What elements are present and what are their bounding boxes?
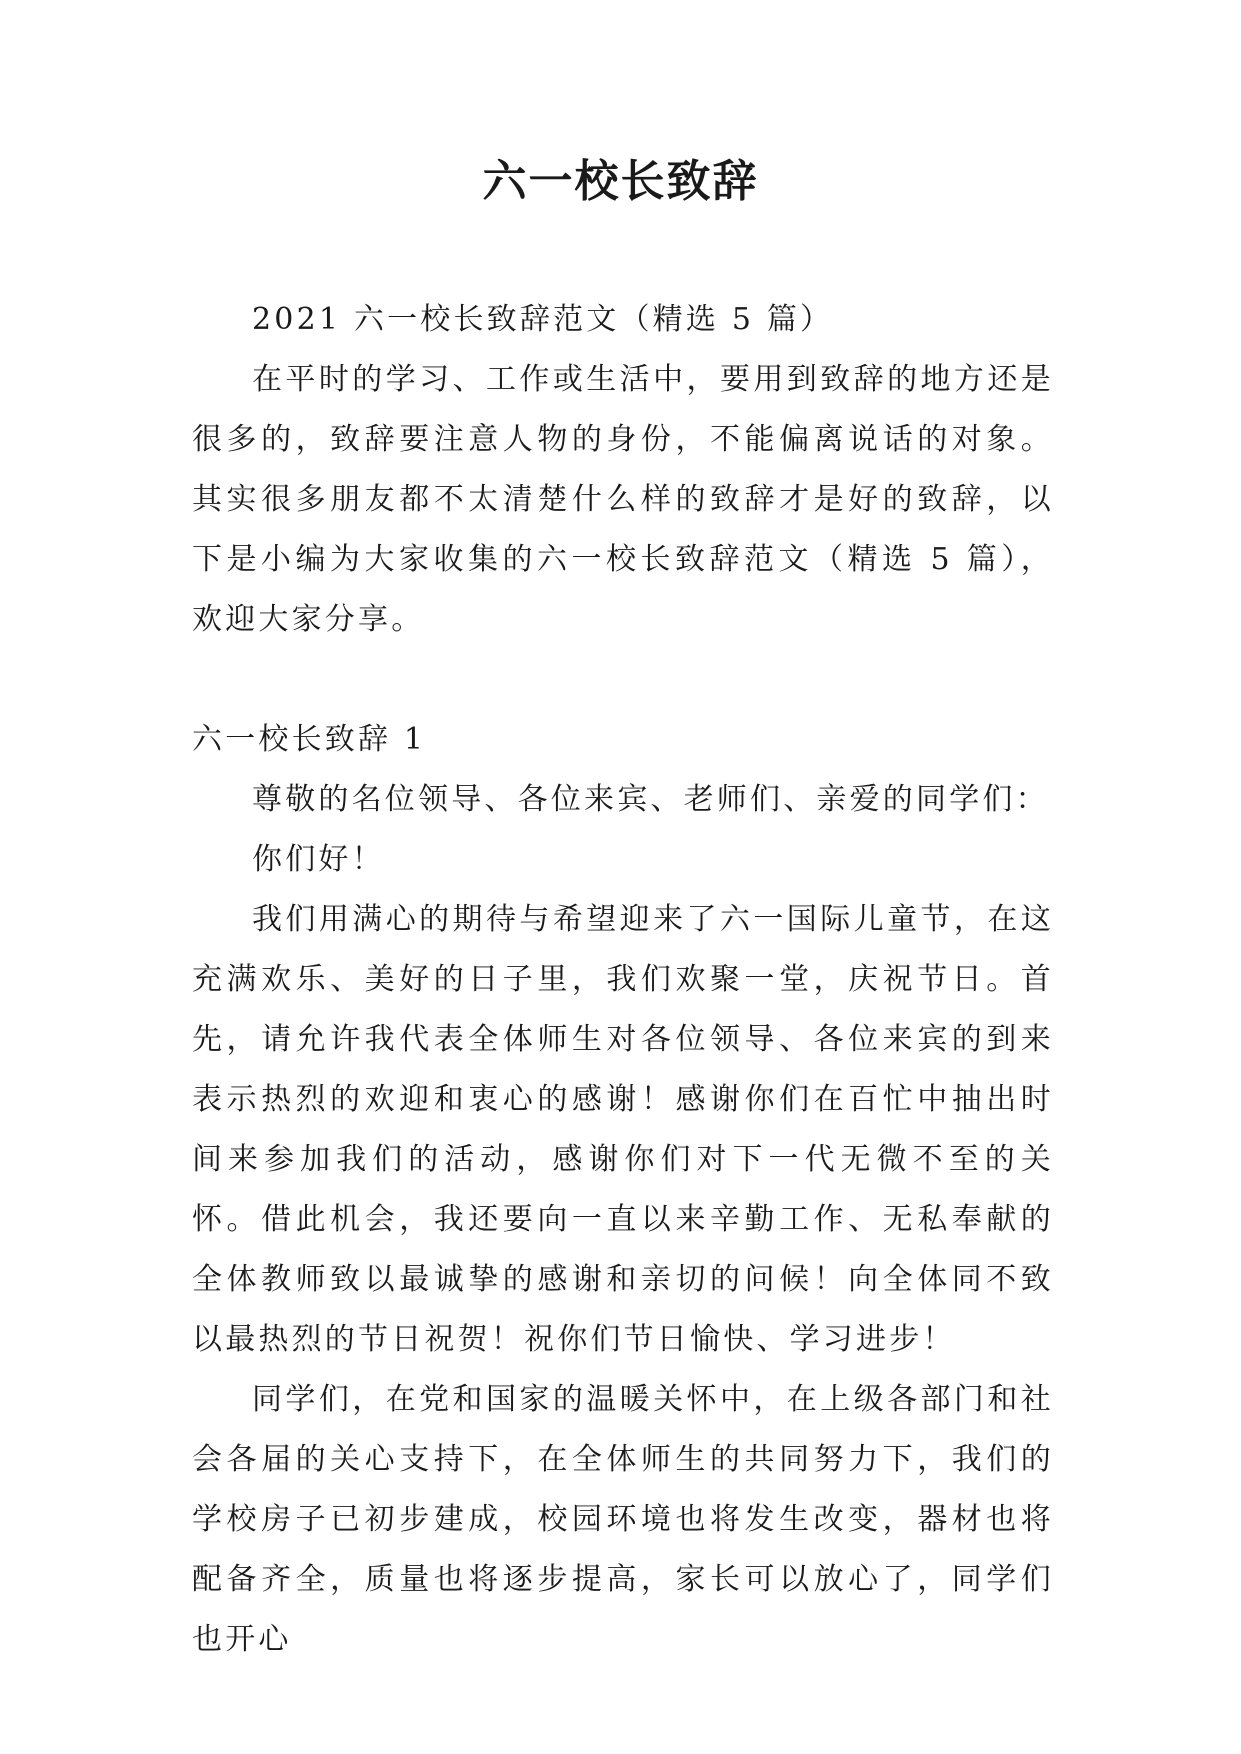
section-spacer: [192, 650, 1054, 710]
document-title: 六一校长致辞: [482, 156, 759, 207]
intro-paragraph: 在平时的学习、工作或生活中，要用到致辞的地方还是很多的，致辞要注意人物的身份，不能偏离说话的对象。其实很多朋友都不太清楚什么样的致辞才是好的致辞，以下是小编为大家收集的六一校长致辞范文（精选 5 篇），欢迎大家分享。: [192, 362, 1054, 637]
body-paragraph: 同学们，在党和国家的温暖关怀中，在上级各部门和社会各届的关心支持下，在全体师生的共同努力下，我们的学校房子已初步建成，校园环境也将发生改变，器材也将配备齐全，质量也将逐步提高，家长可以放心了，同学们也开心: [192, 1382, 1054, 1657]
body-paragraph: 我们用满心的期待与希望迎来了六一国际儿童节，在这充满欢乐、美好的日子里，我们欢聚一堂，庆祝节日。首先，请允许我代表全体师生对各位领导、各位来宾的到来表示热烈的欢迎和衷心的感谢！感谢你们在百忙中抽出时间来参加我们的活动，感谢你们对下一代无微不至的关怀。借此机会，我还要向一直以来辛勤工作、无私奉献的全体教师致以最诚挚的感谢和亲切的问候！向全体同不致以最热烈的节日祝贺！祝你们节日愉快、学习进步！: [192, 902, 1054, 1357]
document-body: [192, 290, 1054, 1670]
section-heading: 六一校长致辞 1: [192, 722, 427, 757]
document-subtitle: 2021 六一校长致辞范文（精选 5 篇）: [252, 302, 834, 337]
salutation: 尊敬的名位领导、各位来宾、老师们、亲爱的同学们：: [252, 782, 1049, 817]
greeting: 你们好！: [252, 842, 385, 877]
